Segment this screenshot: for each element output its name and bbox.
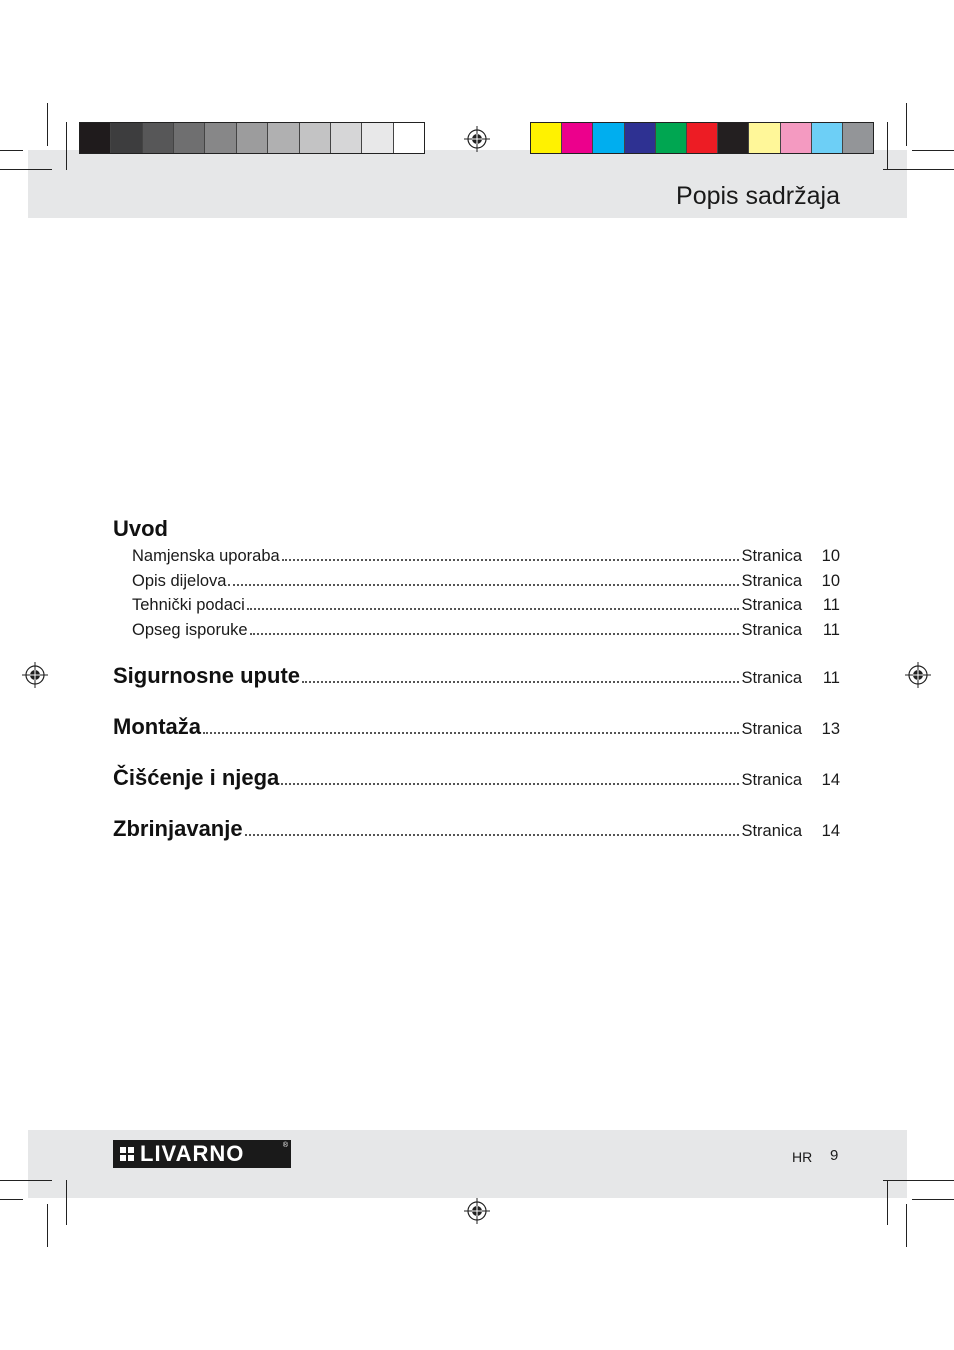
dot-leader [302, 681, 739, 683]
toc-page-number: 11 [822, 620, 840, 639]
brand-logo [113, 1140, 291, 1168]
dot-leader [228, 584, 739, 586]
color-swatch [656, 123, 687, 153]
toc-entry[interactable] [113, 569, 840, 594]
toc-entry[interactable] [113, 544, 840, 569]
page-number: 9 [830, 1147, 839, 1164]
registered-mark: ® [282, 1142, 288, 1149]
toc-main-entry[interactable] [113, 763, 840, 795]
gray-swatch [80, 123, 111, 153]
toc-page-word: Stranica [741, 620, 802, 639]
dot-leader [203, 732, 739, 734]
toc-main-entry-label: Sigurnosne upute [113, 663, 300, 688]
toc-page-number: 11 [822, 669, 840, 687]
gray-swatch [111, 123, 142, 153]
toc-page-word: Stranica [741, 571, 802, 590]
color-swatch [625, 123, 656, 153]
gray-swatch [143, 123, 174, 153]
registration-mark-icon [464, 126, 490, 152]
toc-page-word: Stranica [741, 596, 802, 614]
color-swatch [843, 123, 873, 153]
color-swatch [562, 123, 593, 153]
toc-main-entry[interactable] [113, 712, 840, 744]
grayscale-calibration-bar [79, 122, 425, 154]
color-swatch [593, 123, 624, 153]
color-calibration-bar [530, 122, 874, 154]
toc-entry-label: Opis dijelova [132, 571, 227, 590]
toc-page-word: Stranica [741, 547, 802, 565]
toc-main-entry-label: Zbrinjavanje [113, 816, 243, 841]
color-swatch [749, 123, 780, 153]
toc-entry[interactable] [113, 593, 840, 618]
toc-page-number: 10 [821, 547, 840, 565]
color-swatch [781, 123, 812, 153]
registration-mark-icon [464, 1198, 490, 1224]
toc-entry-label: Opseg isporuke [132, 620, 248, 639]
toc-main-entry[interactable] [113, 814, 840, 846]
dot-leader [247, 608, 740, 610]
dot-leader [250, 633, 740, 635]
gray-swatch [205, 123, 236, 153]
toc-page-word: Stranica [741, 720, 802, 738]
toc-page-word: Stranica [741, 822, 802, 840]
gray-swatch [268, 123, 299, 153]
toc-page-number: 13 [821, 720, 840, 738]
toc-section-title: Uvod [113, 516, 168, 541]
gray-swatch [174, 123, 205, 153]
toc-main-entry-label: Montaža [113, 714, 201, 739]
toc-page-number: 11 [822, 596, 840, 614]
toc-page-word: Stranica [741, 669, 802, 687]
toc-page-number: 14 [821, 771, 840, 789]
toc-entry[interactable] [113, 618, 840, 643]
table-of-contents [113, 514, 840, 846]
toc-main-entry-label: Čišćenje i njega [113, 765, 280, 790]
registration-mark-icon [22, 662, 48, 688]
brand-name: LIVARNO [140, 1141, 245, 1166]
dot-leader [245, 834, 740, 836]
page-title: Popis sadržaja [676, 182, 840, 210]
gray-swatch [300, 123, 331, 153]
brand-mark-icon [120, 1147, 134, 1161]
dot-leader [282, 559, 740, 561]
toc-entry-label: Tehnički podaci [132, 596, 245, 614]
toc-page-number: 10 [821, 571, 840, 590]
toc-entry-label: Namjenska uporaba [132, 547, 280, 565]
color-swatch [812, 123, 843, 153]
language-code: HR [792, 1149, 813, 1165]
gray-swatch [331, 123, 362, 153]
color-swatch [687, 123, 718, 153]
toc-main-entry[interactable] [113, 661, 840, 693]
gray-swatch [394, 123, 424, 153]
toc-page-number: 14 [821, 822, 840, 840]
registration-mark-icon [905, 662, 931, 688]
color-swatch [718, 123, 749, 153]
gray-swatch [237, 123, 268, 153]
gray-swatch [362, 123, 393, 153]
dot-leader [281, 783, 739, 785]
color-swatch [531, 123, 562, 153]
toc-page-word: Stranica [741, 771, 802, 789]
